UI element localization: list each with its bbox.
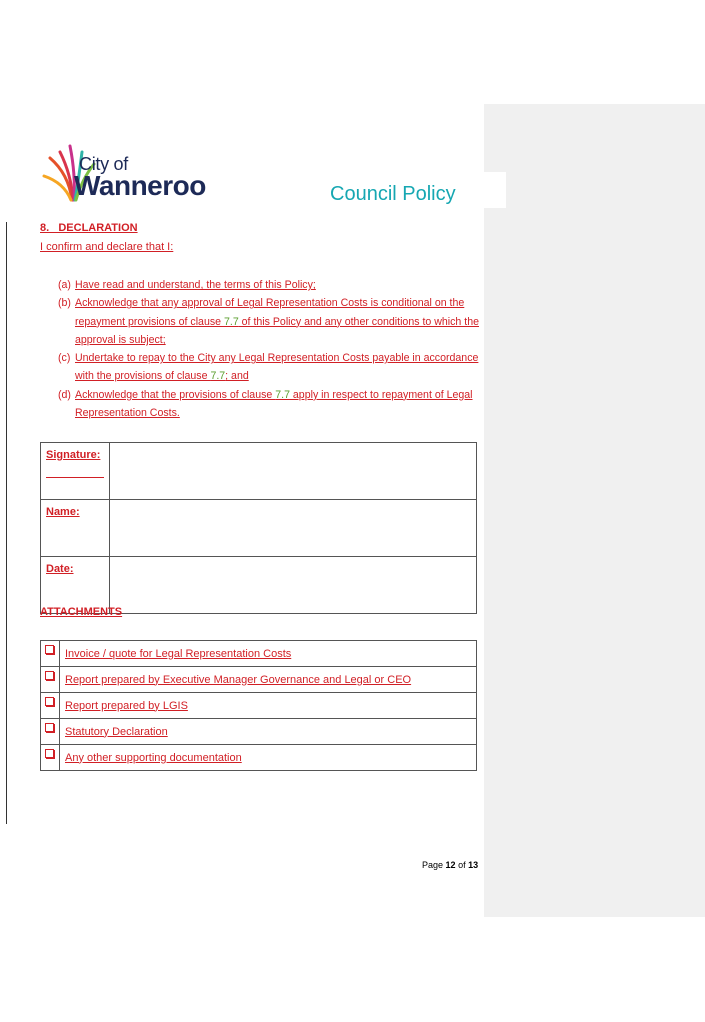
change-bar (6, 222, 7, 824)
list-item-label: (a) (58, 279, 71, 291)
declaration-intro: I confirm and declare that I: (40, 241, 174, 253)
checkbox-icon[interactable] (45, 749, 54, 758)
clause-reference: 7.7 (275, 388, 290, 401)
list-item-text: Acknowledge that any approval of Legal Representation Costs is conditional on the repayment provisions of clause (75, 297, 465, 328)
list-item-text: Have read and understand, the terms of this Policy; (75, 279, 316, 291)
attachment-item: Statutory Declaration (60, 719, 477, 745)
table-row (41, 641, 477, 667)
checkbox-icon[interactable] (45, 723, 54, 732)
header-title-box (484, 172, 506, 208)
logo-text-wanneroo: Wanneroo (74, 170, 206, 201)
checkbox-cell (41, 667, 60, 693)
checkbox-icon[interactable] (45, 645, 54, 654)
checkbox-cell (41, 719, 60, 745)
name-field[interactable] (110, 500, 477, 557)
table-row (41, 693, 477, 719)
list-item (58, 349, 488, 386)
page-total: 13 (468, 860, 479, 870)
signature-field[interactable] (110, 443, 477, 500)
checkbox-cell (41, 641, 60, 667)
list-item-text: Undertake to repay to the City any Legal Representation Costs payable in accordance with the provisions of clause (75, 352, 479, 383)
date-field[interactable] (110, 557, 477, 614)
checkbox-icon[interactable] (45, 697, 54, 706)
list-item-text: Acknowledge that the provisions of clause (75, 388, 276, 401)
clause-reference: 7.7 (223, 315, 239, 328)
checkbox-cell (41, 693, 60, 719)
name-label: Name: (46, 506, 80, 518)
table-row (41, 719, 477, 745)
attachment-item: Invoice / quote for Legal Representation Costs (60, 641, 477, 667)
list-item-label: (c) (58, 352, 71, 365)
date-label-cell (41, 557, 110, 614)
declaration-list (58, 276, 488, 422)
policy-title: Council Policy (330, 183, 456, 205)
page-of: of (458, 860, 466, 870)
attachment-item: Any other supporting documentation (60, 745, 477, 771)
signature-table (40, 442, 477, 614)
table-row (41, 557, 477, 614)
attachment-item: Report prepared by Executive Manager Governance and Legal or CEO (60, 667, 477, 693)
name-label-cell (41, 500, 110, 557)
attachments-table (40, 640, 477, 771)
list-item-label: (d) (58, 388, 71, 401)
table-row (41, 500, 477, 557)
page-prefix: Page (422, 860, 444, 870)
signature-label: Signature: (46, 449, 101, 461)
logo-text-city: City of (79, 154, 128, 174)
table-row (41, 443, 477, 500)
list-item-text: of this Policy and any other conditions to which the approval is subject; (75, 315, 479, 346)
comment-margin-pane (484, 104, 705, 917)
list-item (58, 386, 488, 423)
table-row (41, 745, 477, 771)
attachments-title: ATTACHMENTS (40, 606, 123, 618)
section-title: 8. DECLARATION (40, 222, 138, 234)
page-footer (422, 860, 478, 870)
list-item (58, 294, 488, 349)
list-item-text: apply in respect to repayment of Legal Representation Costs. (75, 388, 473, 420)
list-item-label: (b) (58, 297, 71, 310)
checkbox-cell (41, 745, 60, 771)
checkbox-icon[interactable] (45, 671, 54, 680)
list-item (58, 276, 488, 294)
signature-label-cell (41, 443, 110, 500)
clause-reference: 7.7 (210, 370, 226, 383)
table-row (41, 667, 477, 693)
page-number: 12 (445, 860, 456, 870)
attachment-item: Report prepared by LGIS (60, 693, 477, 719)
date-label: Date: (46, 563, 74, 575)
list-item-text: ; and (225, 370, 249, 383)
signature-line (46, 461, 104, 478)
